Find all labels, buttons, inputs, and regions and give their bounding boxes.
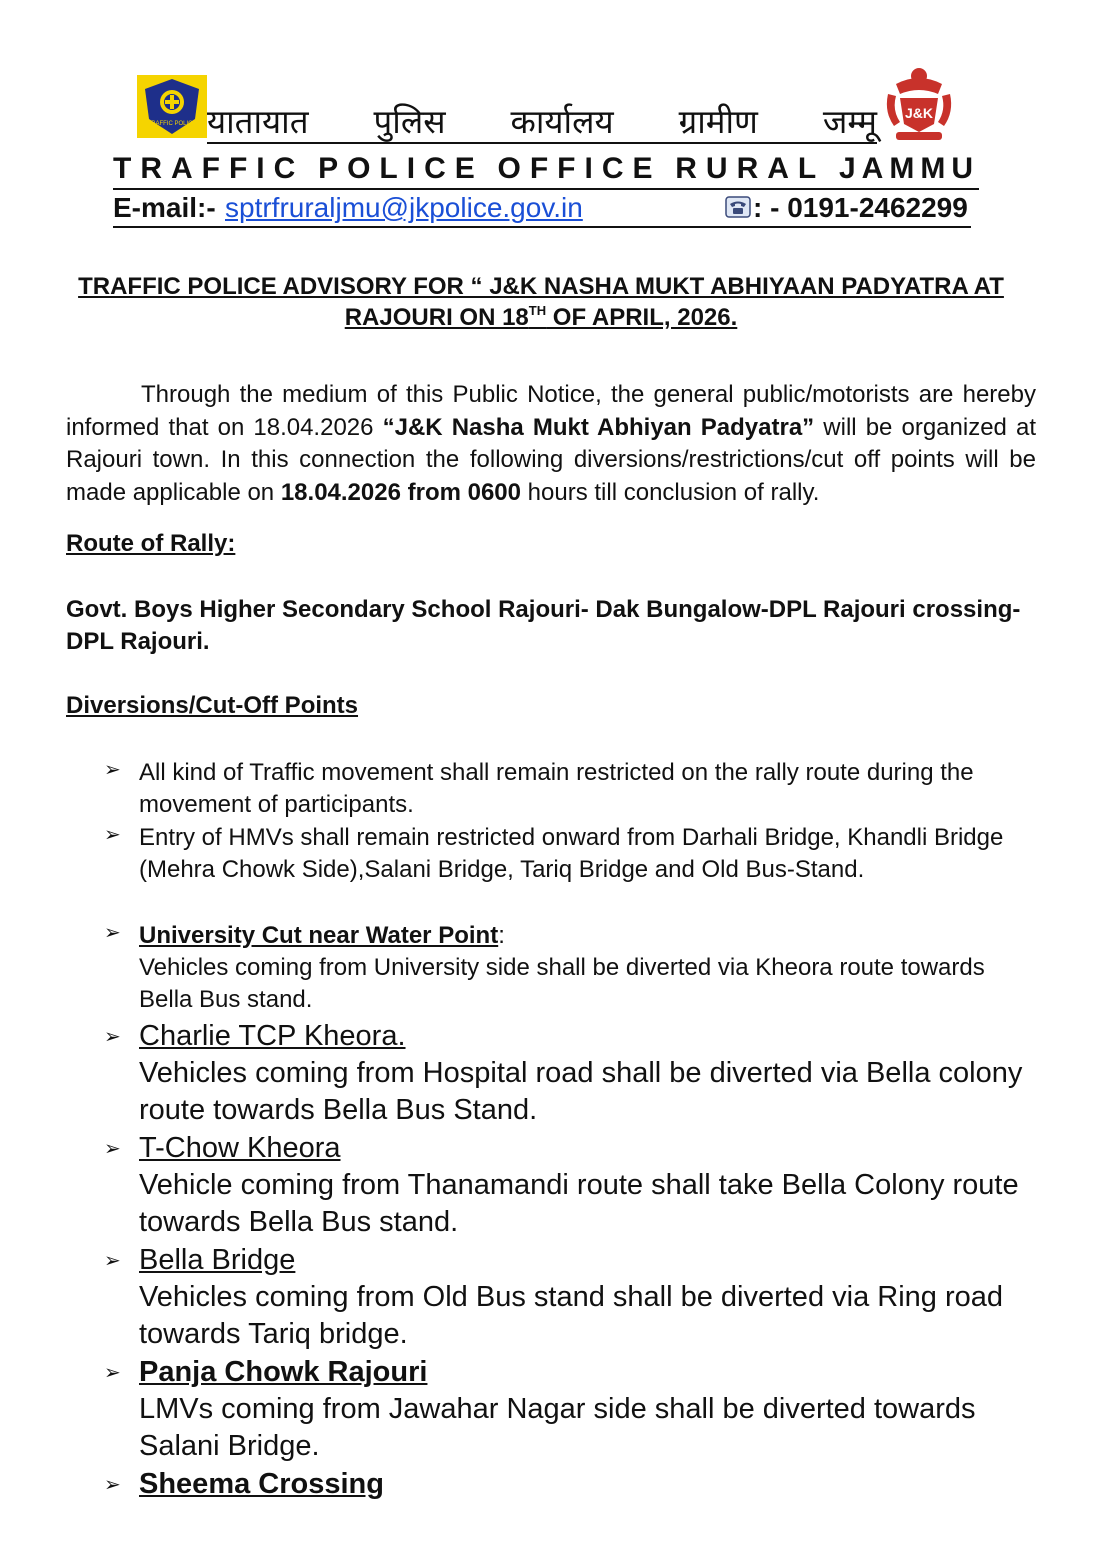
office-word: POLICE [318, 152, 484, 185]
email-link[interactable]: sptrfruraljmu@jkpolice.gov.in [225, 192, 583, 223]
advisory-title [60, 271, 1022, 333]
arrow-bullet-icon: ➢ [104, 759, 121, 781]
advisory-page: TRAFFIC POLICE यातायात पुलिस कार्यालय ग्रामीण जम्मू J&K TRAFFIC POLICE OFFICE RURAL JAMMU E-mail:- sptrfruraljmu@jkpolice.gov.in : - 0191-2462299 TRAFFIC POLICE ADVISORY FOR “ J&K NASHA MUKT ABHIYAAN PADYATRA AT RAJOURI ON 18TH OF APRIL, 2026. Through the medium of this Public Notice, the general public/motorists are hereby informed that on 18.04.2026 “J&K Nasha Mukt Abhiyan Padyatra” will be organized at Rajouri town. In this connection the following diversions/restrictions/cut off points will be made applicable on 18.04.2026 from 0600 hours till conclusion of rally. Route of Rally: Govt. Boys Higher Secondary School Rajouri- Dak Bungalow-DPL Rajouri crossing- DPL Rajouri. Diversions/Cut-Off Points ➢ All kind of Traffic movement shall remain restricted on the rally route during the movement of participants. ➢ Entry of HMVs shall remain restricted onward from Darhali Bridge, Khandli Bridge (Mehra Chowk Side),Salani Bridge, Tariq Bridge and Old Bus-Stand. ➢ University Cut near Water Point: Vehicles coming from University side shall be diverted via Kheora route towards Bella Bus stand. ➢ Charlie TCP Kheora. Vehicles coming from Hospital road shall be diverted via Bella colony route towards Bella Bus Stand. ➢ T-Chow Kheora Vehicle coming from Thanamandi route shall take Bella Colony route towards Bella Bus stand. ➢ Bella Bridge Vehicles coming from Old Bus stand shall be diverted via Ring road towards Tariq bridge. ➢ Panja Chowk Rajouri LMVs coming from Jawahar Nagar side shall be diverted towards Salani Bridge. ➢ Sheema Crossing [0, 0, 1114, 1559]
hindi-underline [207, 142, 877, 144]
hindi-word: पुलिस [373, 102, 446, 141]
cutoff-name: Panja Chowk Rajouri [139, 1356, 428, 1388]
cutoff-text: Vehicles coming from University side shall be diverted via Kheora route towards Bella Bus stand. [139, 954, 985, 1013]
route-text: Govt. Boys Higher Secondary School Rajouri- Dak Bungalow-DPL Rajouri crossing- DPL Rajouri. [66, 596, 1021, 655]
office-word: JAMMU [839, 152, 979, 185]
traffic-police-badge-icon [137, 75, 207, 138]
arrow-bullet-icon: ➢ [104, 1026, 121, 1048]
jk-police-emblem-icon [878, 64, 960, 146]
arrow-bullet-icon: ➢ [104, 824, 121, 846]
arrow-bullet-icon: ➢ [104, 1362, 121, 1384]
office-title [113, 150, 979, 190]
contact-line [113, 190, 971, 228]
hindi-word: ग्रामीण [678, 102, 758, 141]
cutoff-name: Sheema Crossing [139, 1468, 384, 1500]
hindi-word: यातायात [207, 102, 309, 141]
event-name: “J&K Nasha Mukt Abhiyan Padyatra” [382, 413, 815, 441]
hindi-word: कार्यालय [510, 102, 614, 141]
email-label: E-mail:- [113, 192, 216, 223]
effective-time: 18.04.2026 from 0600 [280, 478, 522, 506]
arrow-bullet-icon: ➢ [104, 1250, 121, 1272]
cutoff-name: University Cut near Water Point [139, 922, 499, 949]
hindi-word: जम्मू [822, 102, 877, 141]
title-line-1: TRAFFIC POLICE ADVISORY FOR “ J&K NASHA MUKT ABHIYAAN PADYATRA AT [78, 273, 1004, 300]
office-word: TRAFFIC [113, 152, 305, 185]
hindi-office-title [207, 100, 877, 144]
right-logo-text: J&K [904, 105, 934, 121]
office-word: OFFICE [497, 152, 662, 185]
restriction-text: All kind of Traffic movement shall remain restricted on the rally route during the movement of participants. [139, 759, 974, 818]
arrow-bullet-icon: ➢ [104, 1474, 121, 1496]
cutoff-text: LMVs coming from Jawahar Nagar side shall be diverted towards Salani Bridge. [139, 1393, 976, 1462]
telephone-icon [725, 196, 751, 218]
cutoff-name: T-Chow Kheora [139, 1132, 341, 1164]
arrow-bullet-icon: ➢ [104, 1138, 121, 1160]
cutoff-text: Vehicles coming from Old Bus stand shall be diverted via Ring road towards Tariq bridge. [139, 1281, 1003, 1350]
cutoff-name: Bella Bridge [139, 1244, 296, 1276]
cutoff-text: Vehicle coming from Thanamandi route shall take Bella Colony route towards Bella Bus stand. [139, 1169, 1019, 1238]
phone-number: : - 0191-2462299 [753, 192, 968, 223]
intro-paragraph: Through the medium of this Public Notice, the general public/motorists are hereby informed that on 18.04.2026 “J&K Nasha Mukt Abhiyan Padyatra” will be organized at Rajouri town. In this connection the following diversions/restrictions/cut off points will be made applicable on 18.04.2026 from 0600 hours till conclusion of rally. [66, 381, 1037, 506]
route-heading: Route of Rally: [66, 530, 236, 557]
diversions-heading: Diversions/Cut-Off Points [66, 692, 359, 719]
restriction-text: Entry of HMVs shall remain restricted onward from Darhali Bridge, Khandli Bridge (Mehra Chowk Side),Salani Bridge, Tariq Bridge and Old Bus-Stand. [139, 824, 1004, 883]
cutoff-name: Charlie TCP Kheora. [139, 1020, 406, 1052]
title-line-2: RAJOURI ON 18TH OF APRIL, 2026. [344, 303, 738, 331]
arrow-bullet-icon: ➢ [104, 922, 121, 944]
left-logo-text: TRAFFIC POLICE [147, 121, 197, 127]
cutoff-text: Vehicles coming from Hospital road shall be diverted via Bella colony route towards Bella Bus Stand. [139, 1057, 1023, 1126]
office-word: RURAL [675, 152, 826, 185]
